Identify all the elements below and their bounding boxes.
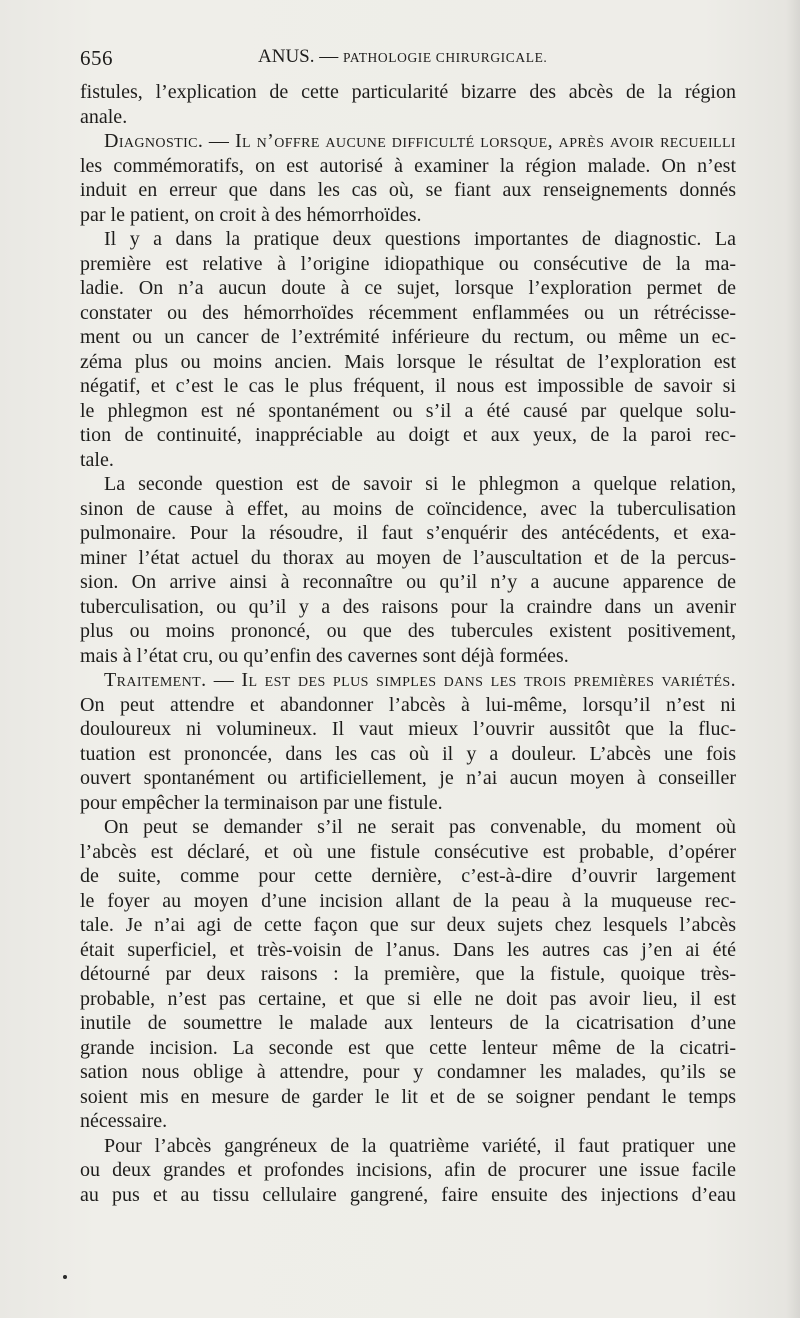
page-edge-shadow xyxy=(786,0,800,1318)
page-number: 656 xyxy=(80,46,113,70)
text-line: tuberculisation, ou qu’il y a des raisons pour la craindre dans un avenir xyxy=(80,595,736,618)
text-line: nécessaire. xyxy=(80,1110,168,1132)
text-line: détourné par deux raisons : la première, que la fistule, quoique très- xyxy=(80,963,736,985)
text-line: ladie. On n’a aucun doute à ce sujet, lorsque l’exploration permet de xyxy=(80,277,736,299)
section-heading-diagnostic: Diagnostic. — Il n’offre aucune difficulté lorsque, après avoir recueilli xyxy=(104,130,736,152)
text-line: Il y a dans la pratique deux questions importantes de diagnostic. La xyxy=(104,228,736,250)
running-title-main: ANUS. — xyxy=(258,46,343,67)
text-line: négatif, et c’est le cas le plus fréquent, il nous est impossible de savoir si xyxy=(80,375,736,397)
text-line: douloureux ni volumineux. Il vaut mieux l’ouvrir aussitôt que la fluc- xyxy=(80,718,736,740)
running-header xyxy=(80,44,736,72)
text-line: plus ou moins prononcé, ou que des tubercules existent positivement, xyxy=(80,620,736,642)
text-line: tale. Je n’ai agi de cette façon que sur deux sujets chez lesquels l’abcès xyxy=(80,914,736,936)
text-line: miner l’état actuel du thorax au moyen de l’auscultation et de la percus- xyxy=(80,546,736,569)
text-line: induit en erreur que dans les cas où, se fiant aux renseignements donnés xyxy=(80,179,736,201)
running-title xyxy=(258,46,547,68)
text-line: anale. xyxy=(80,105,128,128)
text-line: pour empêcher la terminaison par une fistule. xyxy=(80,791,443,814)
text-line: le phlegmon est né spontanément ou s’il a été causé par quelque solu- xyxy=(80,399,736,422)
text-line: était superficiel, et très-voisin de l’anus. Dans les autres cas j’en ai été xyxy=(80,938,736,961)
text-line: inutile de soumettre le malade aux lenteurs de la cicatrisation d’une xyxy=(80,1012,736,1034)
text-line: ou deux grandes et profondes incisions, afin de procurer une issue facile xyxy=(80,1159,736,1181)
text-line: sation nous oblige à attendre, pour y condamner les malades, qu’ils se xyxy=(80,1061,736,1083)
text-line-treatment-heading xyxy=(80,668,736,693)
text-line: ouvert spontanément ou artificiellement, je n’ai aucun moyen à conseiller xyxy=(80,767,736,789)
text-line: zéma plus ou moins ancien. Mais lorsque le résultat de l’exploration est xyxy=(80,350,736,373)
text-line: au pus et au tissu cellulaire gangrené, faire ensuite des injections d’eau xyxy=(80,1183,736,1206)
text-line: On peut attendre et abandonner l’abcès à lui-même, lorsqu’il n’est ni xyxy=(80,693,736,716)
text-line: soient mis en mesure de garder le lit et de se soigner pendant le temps xyxy=(80,1085,736,1108)
section-heading-treatment: Traitement. — Il est des plus simples dans les trois premières variétés. xyxy=(104,669,736,691)
text-line: Pour l’abcès gangréneux de la quatrième variété, il faut pratiquer une xyxy=(104,1134,736,1157)
text-line-diagnostic-heading xyxy=(80,129,736,154)
running-title-section: PATHOLOGIE CHIRURGICALE. xyxy=(342,50,548,65)
text-line: La seconde question est de savoir si le phlegmon a quelque relation, xyxy=(104,473,736,495)
text-line: tale. xyxy=(80,448,114,471)
text-line: constater ou des hémorrhoïdes récemment enflammées ou un rétrécisse- xyxy=(80,301,736,324)
text-line: tuation est prononcée, dans les cas où il y a douleur. L’abcès une fois xyxy=(80,742,736,765)
text-line: par le patient, on croit à des hémorrhoïdes. xyxy=(80,203,422,226)
text-line: mais à l’état cru, ou qu’enfin des cavernes sont déjà formées. xyxy=(80,644,569,667)
text-line: pulmonaire. Pour la résoudre, il faut s’enquérir des antécédents, et exa- xyxy=(80,522,736,544)
text-line: le foyer au moyen d’une incision allant de la peau à la muqueuse rec- xyxy=(80,889,736,912)
text-line: tion de continuité, inappréciable au doigt et aux yeux, de la paroi rec- xyxy=(80,424,736,446)
text-line: probable, n’est pas certaine, et que si elle ne doit pas avoir lieu, il est xyxy=(80,987,736,1010)
text-line: grande incision. La seconde est que cette lenteur même de la cicatri- xyxy=(80,1036,736,1059)
body-text xyxy=(80,80,736,1207)
text-line: sinon de cause à effet, au moins de coïncidence, avec la tuberculisation xyxy=(80,497,736,520)
text-line: première est relative à l’origine idiopathique ou consécutive de la ma- xyxy=(80,252,736,275)
text-line: l’abcès est déclaré, et où une fistule consécutive est probable, d’opérer xyxy=(80,840,736,863)
text-line: les commémoratifs, on est autorisé à examiner la région malade. On n’est xyxy=(80,154,736,177)
text-line: On peut se demander s’il ne serait pas convenable, du moment où xyxy=(104,816,736,838)
text-line: fistules, l’explication de cette particularité bizarre des abcès de la région xyxy=(80,81,736,103)
text-line: de suite, comme pour cette dernière, c’est-à-dire d’ouvrir largement xyxy=(80,865,736,887)
text-line: sion. On arrive ainsi à reconnaître ou qu’il n’y a aucune apparence de xyxy=(80,571,736,593)
text-line: ment ou un cancer de l’extrémité inférieure du rectum, ou même un ec- xyxy=(80,326,736,348)
ink-speck xyxy=(63,1275,67,1279)
